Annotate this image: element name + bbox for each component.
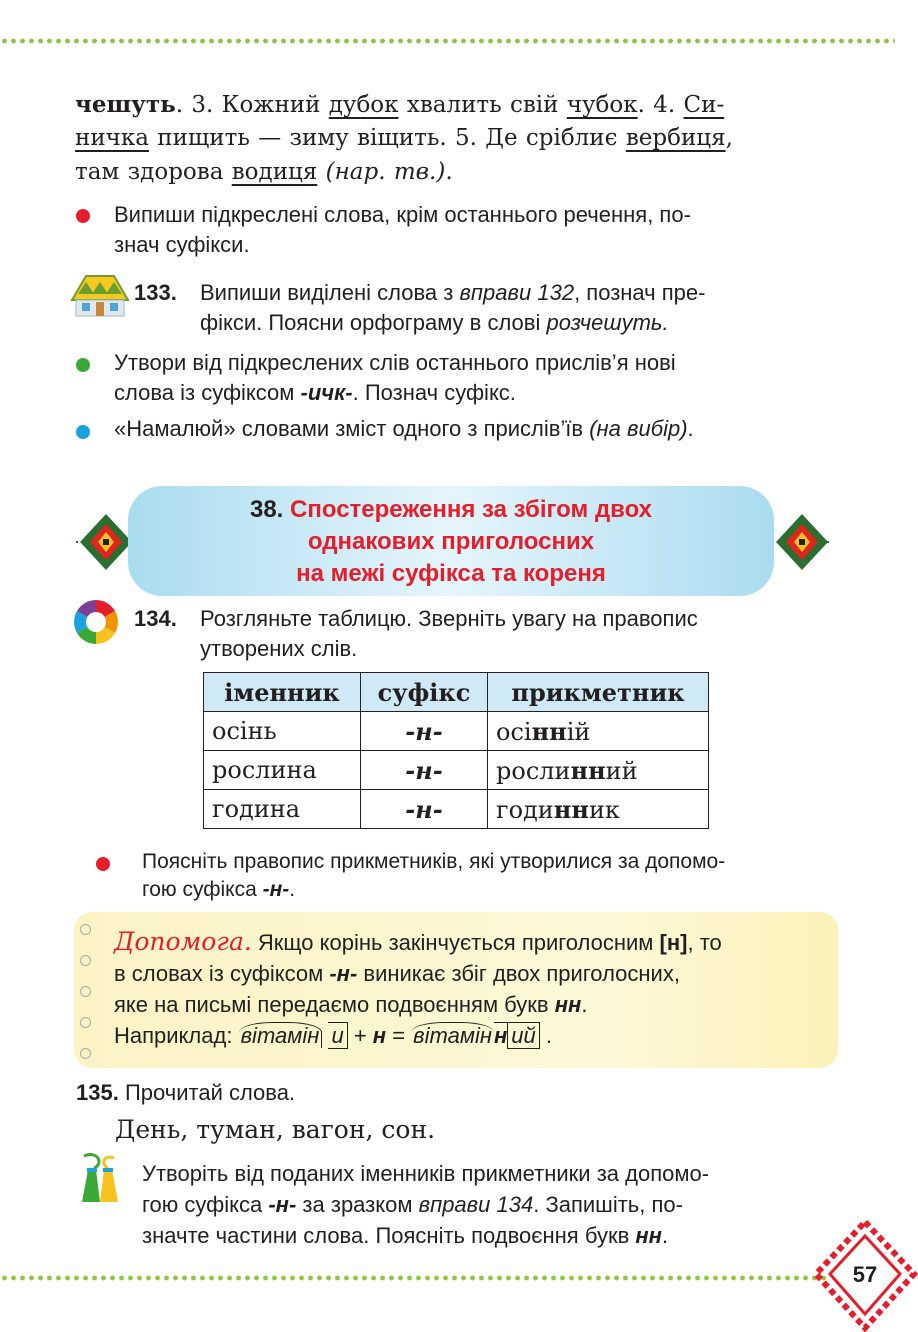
task-explain-adjectives: Поясніть правопис прикметників, які утворилися за допомо- гою суфікса -н-. [142,850,726,901]
proverb-line-3: там здорова водиця (нар. тв.). [75,159,453,185]
house-icon [68,272,132,320]
table-header-noun: іменник [204,673,361,712]
task-draw-proverb: «Намалюй» словами зміст одного з прислів’їв (на вибір). [114,416,694,441]
embroidery-ornament-left-icon [76,510,136,574]
top-border-dots [0,37,895,45]
section-title-line-2: однакових приголосних [307,528,595,555]
section-title-line-3: на межі суфікса та кореня [296,560,606,587]
task-form-adjectives: Утворіть від поданих іменників прикметники за допомо- гою суфікса -н- за зразком вправи 134. Запишіть, по- значте частини слова. Поясніть подвоєння букв нн. [142,1161,710,1248]
green-bullet [76,358,90,372]
table-header-suffix: суфікс [361,673,488,712]
proverb-line-2: ничка пищить — зиму віщить. 5. Де сріблиє вербиця, [75,125,733,151]
section-title-line-1: Спостереження за збігом двох [290,496,653,523]
exercise-135: 135. Прочитай слова. [76,1080,296,1105]
page-number: 57 [852,1262,878,1287]
word-formation-table [203,672,709,829]
section-banner [128,486,774,596]
tassel-icon [74,1150,126,1206]
exercise-133-text: Випиши виділені слова з вправи 132, познач пре- фікси. Поясни орфограму в слові розчешуть. [200,280,706,335]
exercise-134-number: 134. [134,606,177,631]
exercise-134-text: Розгляньте таблицю. Зверніть увагу на правопис утворених слів. [200,606,698,661]
table-header-adjective: прикметник [488,673,709,712]
section-number: 38. [249,496,284,523]
red-bullet [76,209,90,223]
task-suffix-ichk: Утвори від підкреслених слів останнього прислів’я нові слова із суфіксом -ичк-. Познач суфікс. [114,350,676,405]
table-row: осінь -н- осінній [204,712,709,751]
bottom-border-dots [0,1274,830,1282]
exercise-135-words: День, туман, вагон, сон. [115,1115,436,1144]
exercise-133-number: 133. [134,280,177,305]
help-example: Наприклад: вітамін и + н = вітамінн ий . [114,1023,552,1048]
help-box: Допомога. Якщо корінь закінчується приголосним [н], то в словах із суфіксом -н- виникає збіг двох приголосних, яке на письмі передаємо подвоєнням букв нн. Наприклад: вітамін и + н = вітамінн ий . [74,912,838,1068]
table-row: рослина -н- рослинний [204,751,709,790]
proverb-line-1: чешуть. 3. Кожний дубок хвалить свій чубок. 4. Си- [75,91,725,118]
table-row: година -н- годинник [204,790,709,829]
color-wheel-icon [72,598,120,646]
embroidery-ornament-right-icon [772,510,832,574]
task-underlined-words: Випиши підкреслені слова, крім останнього речення, по- знач суфікси. [114,202,691,257]
help-title: Допомога. [114,927,252,956]
red-bullet [96,857,110,871]
blue-bullet [76,425,90,439]
